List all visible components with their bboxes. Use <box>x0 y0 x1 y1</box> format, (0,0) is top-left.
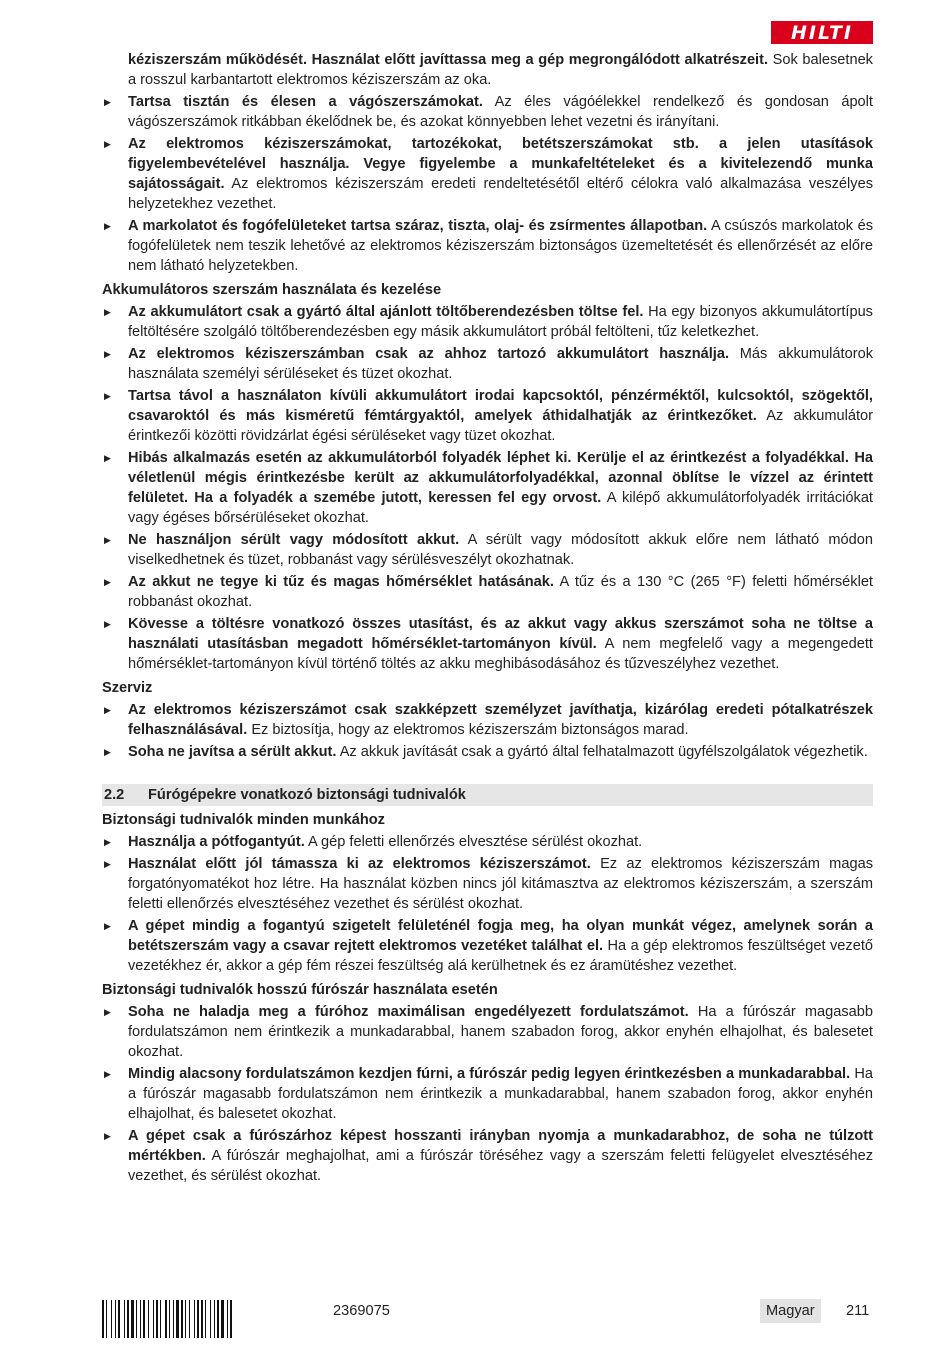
barcode-bar <box>143 1300 145 1338</box>
barcode-bar <box>181 1300 183 1338</box>
list-all-work <box>102 832 873 976</box>
continued-paragraph: kéziszerszám működését. Használat előtt javíttassa meg a gép megrongálódott alkatrészeit. Sok balesetnek a rosszul karbantartott elektromos kéziszerszám az oka. <box>128 52 873 88</box>
heading-all-work: Biztonsági tudnivalók minden munkához <box>102 812 385 828</box>
list-battery <box>102 302 873 674</box>
list-item: ▶ Az akkut ne tegye ki tűz és magas hőmérséklet hatásának. A tűz és a 130 °C (265 °F) feletti hőmérséklet robbanást okozhat. <box>104 574 873 610</box>
barcode-bar <box>118 1300 120 1338</box>
heading-battery: Akkumulátoros szerszám használata és kezelése <box>102 282 442 298</box>
bullet-icon: ▶ <box>104 1069 111 1079</box>
list-item: ▶ Tartsa tisztán és élesen a vágószerszámokat. Az éles vágóélekkel rendelkező és gondosan ápolt vágószerszámok ritkábban ékelődnek be, és azokat könnyebben lehet vezetni és irányítani. <box>104 94 873 130</box>
bullet-icon: ▶ <box>104 97 111 107</box>
barcode-bar <box>176 1300 179 1338</box>
list-item: ▶ Tartsa távol a használaton kívüli akkumulátort irodai kapcsoktól, pénzérméktől, kulcsoktól, szögektől, csavaroktól és más kisméretű fémtárgyaktól, amelyek áthidalhatják az érintkezőket. Az akkumulátor érintkezői közötti rövidzárlat égési sérüléseket vagy tüzet okozhat. <box>104 388 874 444</box>
list-item: ▶ Az elektromos kéziszerszámban csak az ahhoz tartozó akkumulátort használja. Más akkumulátorok használata személyi sérüléseket és tüzet okozhat. <box>104 346 873 382</box>
bullet-icon: ▶ <box>104 1007 111 1017</box>
list-item: ▶ Használja a pótfogantyút. A gép feletti ellenőrzés elvesztése sérülést okozhat. <box>104 834 643 850</box>
barcode-bar <box>153 1300 154 1338</box>
bullet-icon: ▶ <box>104 921 111 931</box>
barcode-bar <box>115 1300 116 1338</box>
list-item: ▶ A gépet csak a fúrószárhoz képest hosszanti irányban nyomja a munkadarabhoz, de soha ne túlzott mértékben. A fúrószár meghajolhat, ami a fúrószár töréséhez vagy a szerszám feletti felügyelet elvesztéséhez vezethet, és sérülést okozhat. <box>104 1128 873 1184</box>
list-item: ▶ Soha ne haladja meg a fúróhoz maximálisan engedélyezett fordulatszámot. Ha a fúrószár magasabb fordulatszámon nem érintkezik a munkadarabbal, hanem szabadon forog, akkor enyhén elhajolhat, és balesetet okozhat. <box>104 1004 873 1060</box>
bullet-icon: ▶ <box>104 859 111 869</box>
barcode-bar <box>131 1300 134 1338</box>
barcode-bar <box>210 1300 211 1338</box>
barcode <box>102 1300 313 1338</box>
list-service <box>102 700 873 762</box>
language-badge: Magyar <box>760 1299 821 1323</box>
barcode-bar <box>111 1300 112 1338</box>
bullet-icon: ▶ <box>104 307 111 317</box>
list-item: ▶ A markolatot és fogófelületeket tartsa száraz, tiszta, olaj- és zsírmentes állapotban. A csúszós markolatok és fogófelületek nem teszik lehetővé az elektromos kéziszerszám biztonságos üzemeltetését és ellenőrzését az előre nem látható helyzetekben. <box>104 218 873 274</box>
barcode-bar <box>217 1300 219 1338</box>
page-number: 211 <box>846 1303 870 1319</box>
barcode-bar <box>102 1300 104 1338</box>
barcode-bar <box>169 1300 170 1338</box>
barcode-bar <box>189 1300 190 1338</box>
list-item: ▶ A gépet mindig a fogantyú szigetelt felületénél fogja meg, ha olyan munkát végez, amelynek során a betétszerszám vagy a csavar rejtett elektromos vezetéket találhat el. Ha a gép elektromos feszültséget vezető vezetékhez ér, akkor a gép fém részei feszültség alá kerülhetnek és ez áramütéshez vezethet. <box>104 918 873 974</box>
barcode-bar <box>127 1300 129 1338</box>
bullet-icon: ▶ <box>104 747 111 757</box>
list-item: ▶ Kövesse a töltésre vonatkozó összes utasítást, és az akkut vagy akkus szerszámot soha ne töltse a használati utasításban megadott hőmérséklet-tartományon kívül. A nem megfelelő vagy a megengedett hőmérséklet-tartományon kívül történő töltés az akku meghibásodásához és tűzveszélyhez vezethet. <box>104 616 873 672</box>
barcode-bar <box>227 1300 228 1338</box>
list-general <box>102 92 873 276</box>
list-item: ▶ Mindig alacsony fordulatszámon kezdjen fúrni, a fúrószár pedig legyen érintkezésben a munkadarabbal. Ha a fúrószár magasabb fordulatszámon nem érintkezik a munkadarabbal, hanem szabadon forog, akkor enyhén elhajolhat, és balesetet okozhat. <box>104 1066 873 1122</box>
document-number: 2369075 <box>333 1303 390 1319</box>
barcode-bar <box>201 1300 203 1338</box>
section-title: Fúrógépekre vonatkozó biztonsági tudnivalók <box>148 787 466 803</box>
heading-service: Szerviz <box>102 680 153 696</box>
barcode-bar <box>185 1300 186 1338</box>
bullet-icon: ▶ <box>104 1131 111 1141</box>
list-item: ▶ Ne használjon sérült vagy módosított akkut. A sérült vagy módosított akkuk előre nem látható módon viselkedhetnek és tüzet, robbanást vagy sérülésveszélyt okozhatnak. <box>104 532 873 568</box>
list-item: ▶ Az elektromos kéziszerszámot csak szakképzett személyzet javíthatja, kizárólag eredeti pótalkatrészek felhasználásával. Ez biztosítja, hogy az elektromos kéziszerszám biztonságos marad. <box>104 702 873 738</box>
barcode-bar <box>148 1300 149 1338</box>
barcode-bar <box>194 1300 195 1338</box>
barcode-bar <box>230 1300 232 1338</box>
list-item: ▶ Hibás alkalmazás esetén az akkumulátorból folyadék léphet ki. Kerülje el az érintkezést a folyadékkal. Ha véletlenül mégis érintkezésbe került az akkumulátorfolyadékkal, azonnal öblítse le vízzel az érintett felületet. Ha a folyadék a szemébe jutott, keressen fel egy orvost. A kilépő akkumulátorfolyadék irritációkat vagy égéses bőrsérüléseket okozhat. <box>104 450 873 526</box>
heading-long-bit: Biztonsági tudnivalók hosszú fúrószár használata esetén <box>102 982 498 998</box>
bullet-icon: ▶ <box>104 139 111 149</box>
bullet-icon: ▶ <box>104 453 111 463</box>
barcode-bar <box>205 1300 206 1338</box>
barcode-bar <box>197 1300 199 1338</box>
barcode-bar <box>221 1300 224 1338</box>
bullet-icon: ▶ <box>104 221 111 231</box>
list-long-bit <box>102 1002 873 1186</box>
list-item: ▶ Használat előtt jól támassza ki az elektromos kéziszerszámot. Ez az elektromos kéziszerszám magas forgatónyomatékot hoz létre. Ha használat közben nincs jól kitámasztva az elektromos kéziszerszám, a szerszám feletti ellenőrzés elvesztéséhez vezethet és sérülést okozhat. <box>104 856 873 912</box>
barcode-bar <box>106 1300 107 1338</box>
barcode-bar <box>173 1300 174 1338</box>
barcode-bar <box>124 1300 125 1338</box>
list-item: ▶ Az akkumulátort csak a gyártó által ajánlott töltőberendezésben töltse fel. Ha egy bizonyos akkumulátortípus feltöltésére szolgáló töltőberendezésben egy másik akkumulátort próbál feltölteni, tűz keletkezhet. <box>104 304 873 340</box>
barcode-bar <box>140 1300 141 1338</box>
barcode-bar <box>136 1300 137 1338</box>
bullet-icon: ▶ <box>104 619 111 629</box>
list-item: ▶ Soha ne javítsa a sérült akkut. Az akkuk javítását csak a gyártó által felhatalmazott ügyfélszolgálatok végezhetik. <box>104 744 868 760</box>
bullet-icon: ▶ <box>104 577 111 587</box>
barcode-bar <box>156 1300 158 1338</box>
bullet-icon: ▶ <box>104 391 111 401</box>
bullet-icon: ▶ <box>104 705 111 715</box>
hilti-logo: HILTI <box>771 21 873 44</box>
list-item: ▶ Az elektromos kéziszerszámokat, tartozékokat, betétszerszámokat stb. a jelen utasítások figyelembevételével használja. Vegye figyelembe a munkafeltételeket és a kivitelezendő munka sajátosságait. Az elektromos kéziszerszám eredeti rendeltetésétől eltérő célokra való alkalmazása veszélyes helyzetekhez vezethet. <box>104 136 873 212</box>
barcode-bar <box>214 1300 215 1338</box>
bullet-icon: ▶ <box>104 349 111 359</box>
barcode-bar <box>160 1300 161 1338</box>
barcode-bar <box>165 1300 167 1338</box>
bullet-icon: ▶ <box>104 837 111 847</box>
manual-content <box>102 50 873 1186</box>
bullet-icon: ▶ <box>104 535 111 545</box>
section-number: 2.2 <box>104 787 125 803</box>
section-header <box>102 784 873 806</box>
page-footer <box>0 1294 950 1334</box>
